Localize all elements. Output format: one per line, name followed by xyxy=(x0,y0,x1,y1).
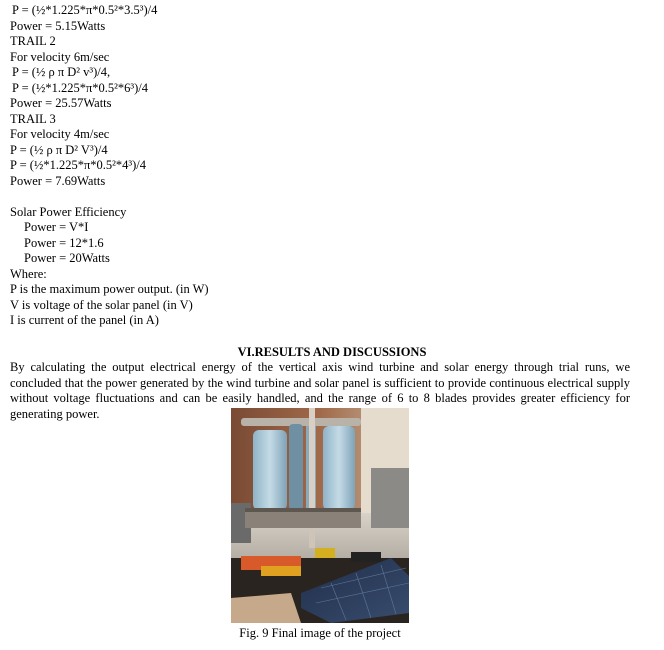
formula-line: Power = V*I xyxy=(24,220,89,234)
formula-line: P = (½*1.225*π*0.5²*6³)/4 xyxy=(12,81,149,95)
trial-label: TRAIL 3 xyxy=(10,112,56,126)
body-paragraph: By calculating the output electrical energy of the vertical axis wind turbine and solar energy through trial runs, we concluded that the power generated by the wind turbine and solar panel is sufficient to provide continuous electrical supply without voltage fluctuations and can be easily handled, and the range of 6 to 8 blades provides greater efficiency for generating power. xyxy=(10,360,630,421)
result-line: Power = 20Watts xyxy=(24,251,110,265)
project-photo xyxy=(231,408,409,623)
result-line: Power = 5.15Watts xyxy=(10,19,106,33)
result-line: Power = 7.69Watts xyxy=(10,174,106,188)
velocity-line: For velocity 6m/sec xyxy=(10,50,110,64)
formula-line: P = (½ ρ π D² v³)/4, xyxy=(12,65,111,79)
solar-heading: Solar Power Efficiency xyxy=(10,205,127,219)
section-heading: VI.RESULTS AND DISCUSSIONS xyxy=(237,345,427,359)
result-line: Power = 25.57Watts xyxy=(10,96,112,110)
figure-caption: Fig. 9 Final image of the project xyxy=(239,626,401,640)
formula-line: P = (½*1.225*π*0.5²*3.5³)/4 xyxy=(12,3,158,17)
definition-line: V is voltage of the solar panel (in V) xyxy=(10,298,193,312)
definition-line: I is current of the panel (in A) xyxy=(10,313,159,327)
definition-line: P is the maximum power output. (in W) xyxy=(10,282,209,296)
formula-line: P = (½ ρ π D² V³)/4 xyxy=(10,143,108,157)
formula-line: Power = 12*1.6 xyxy=(24,236,104,250)
where-label: Where: xyxy=(10,267,47,281)
trial-label: TRAIL 2 xyxy=(10,34,56,48)
formula-line: P = (½*1.225*π*0.5²*4³)/4 xyxy=(10,158,147,172)
velocity-line: For velocity 4m/sec xyxy=(10,127,110,141)
